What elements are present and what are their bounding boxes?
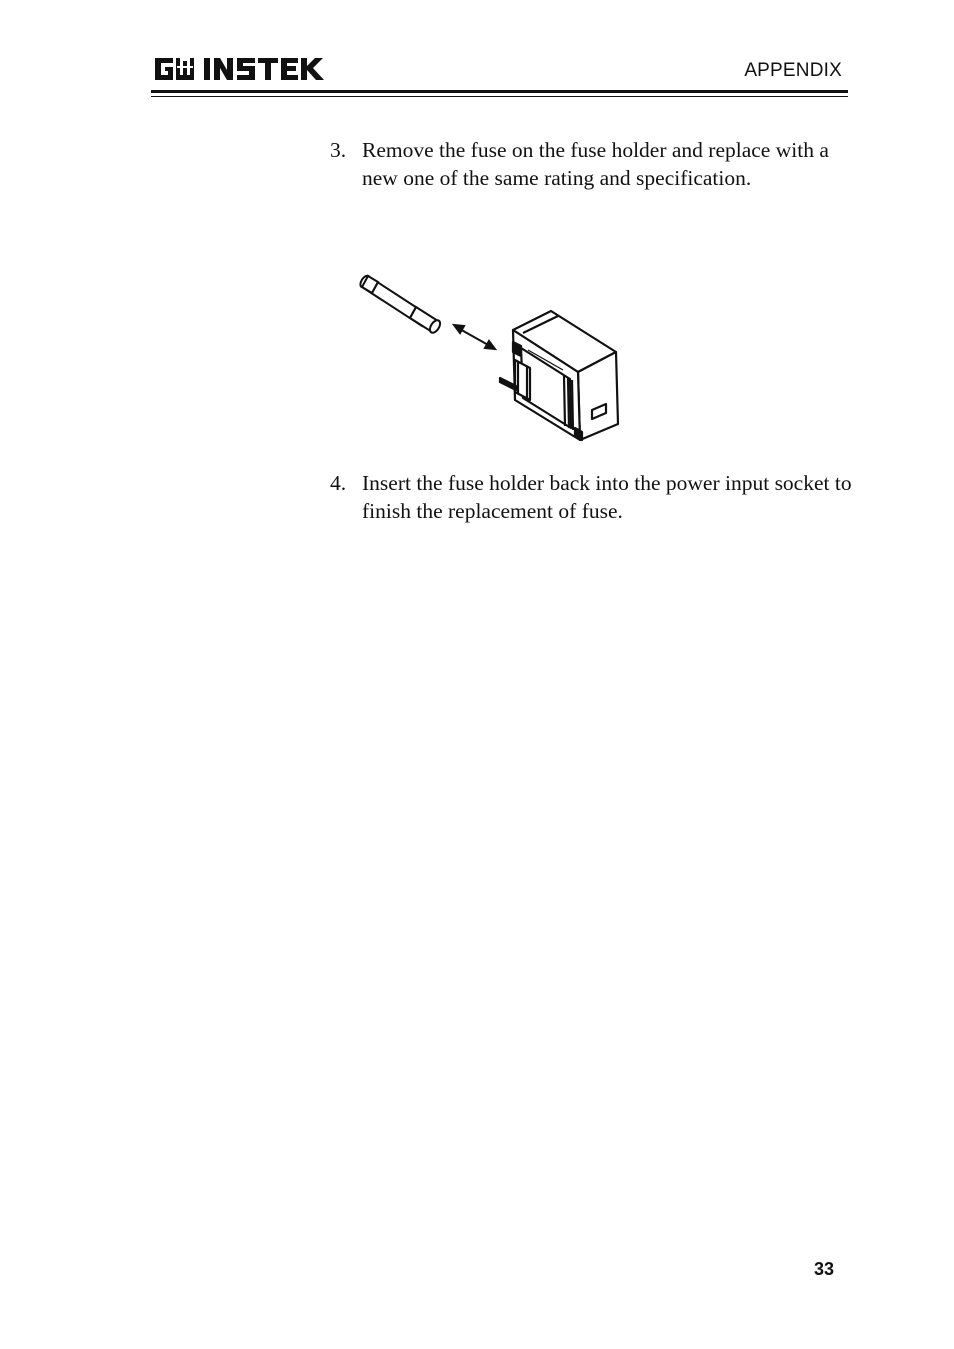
section-label: APPENDIX <box>744 60 842 81</box>
page-header <box>151 52 848 98</box>
fuse-holder-icon <box>500 311 618 440</box>
step-3 <box>330 136 850 226</box>
header-rule-thin <box>151 96 848 97</box>
header-rule-thick <box>151 90 848 93</box>
fuse-icon <box>359 274 443 334</box>
step-text: Remove the fuse on the fuse holder and replace with a new one of the same rating and specification. <box>362 138 829 190</box>
step-text: Insert the fuse holder back into the power input socket to finish the replacement of fuse. <box>362 471 852 523</box>
step-number: 4. <box>330 471 347 495</box>
step-4 <box>330 469 850 529</box>
fuse-replacement-illustration <box>358 260 622 444</box>
gw-instek-logo <box>153 55 325 83</box>
page-number: 33 <box>813 1259 834 1279</box>
double-arrow-icon <box>454 325 495 349</box>
step-number: 3. <box>330 138 347 162</box>
